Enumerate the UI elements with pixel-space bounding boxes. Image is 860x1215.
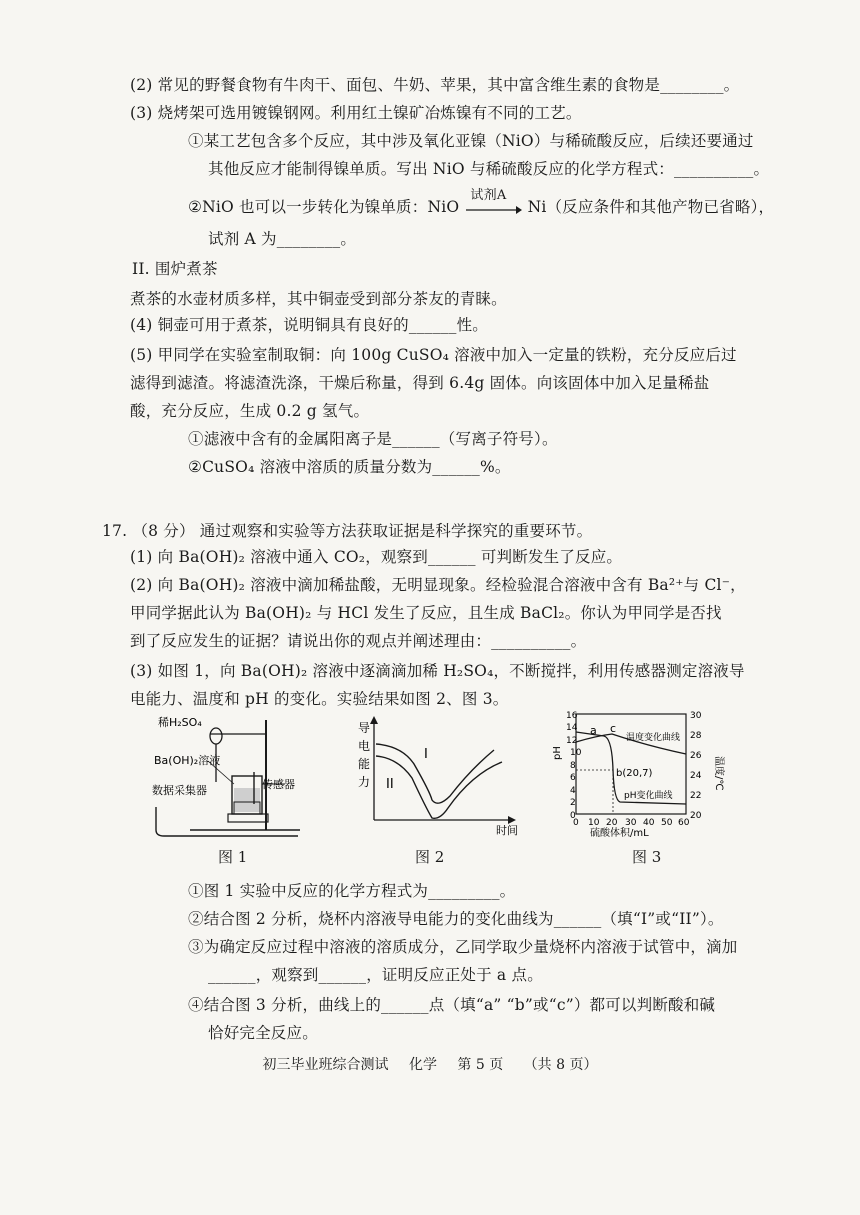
curve-i [376,744,494,803]
question-17-3-3: ③为确定反应过程中溶液的溶质成分，乙同学取少量烧杯内溶液于试管中，滴加 [188,938,738,956]
tick: 4 [570,786,576,796]
figure-1-apparatus [150,712,305,847]
tick: 24 [690,771,702,781]
tick: 50 [661,818,673,828]
footer-page: 第 5 页 [457,1057,504,1073]
left-axis-label: pH [552,746,563,760]
tick: 14 [566,723,578,733]
question-16-3-1: ①某工艺包含多个反应，其中涉及氧化亚镍（NiO）与稀硫酸反应，后续还要通过 [188,132,754,150]
label-acid: 稀H₂SO₄ [158,716,202,729]
tick: 30 [690,711,702,721]
tick: 2 [570,798,576,808]
equation-right: Ni（反应条件和其他产物已省略）， [527,198,775,216]
tick: 12 [566,736,578,746]
curve-ii-label: II [386,777,394,792]
equation-left: ②NiO 也可以一步转化为镍单质：NiO [188,198,460,216]
label-base: Ba(OH)₂溶液 [154,754,221,767]
question-17-3-cont: 电能力、温度和 pH 的变化。实验结果如图 2、图 3。 [130,690,509,708]
figure-2-caption: 图 2 [415,848,445,866]
question-16-5-cont2: 酸，充分反应，生成 0.2 g 氢气。 [130,402,370,420]
label-collector: 数据采集器 [152,784,207,797]
tick: 20 [690,811,702,821]
question-17-1: (1) 向 Ba(OH)₂ 溶液中通入 CO₂，观察到______ 可判断发生了反应。 [130,548,623,566]
question-17-3-1: ①图 1 实验中反应的化学方程式为_________。 [188,882,516,900]
question-17-2-cont1: 甲同学据此认为 Ba(OH)₂ 与 HCl 发生了反应，且生成 BaCl₂。你认为甲同学是否找 [130,604,722,622]
reaction-arrow [464,188,522,219]
temp-curve-label: 温度变化曲线 [626,733,681,743]
tick: 0 [573,818,579,828]
question-16-2: (2) 常见的野餐食物有牛肉干、面包、牛奶、苹果，其中富含维生素的食物是________。 [130,76,740,94]
question-17-3-3-cont: ______，观察到______，证明反应正处于 a 点。 [208,966,543,984]
tick: 10 [588,818,600,828]
section-heading-2: II. 围炉煮茶 [132,260,218,278]
right-axis-ticks [690,711,702,821]
figure-2-conductivity-chart [352,716,522,836]
question-16-5-cont1: 滤得到滤渣。将滤渣洗涤，干燥后称量，得到 6.4g 固体。向该固体中加入足量稀盐 [130,374,710,392]
y-label-1: 导 [358,721,371,735]
curve-ii [376,756,502,818]
question-16-5-1: ①滤液中含有的金属阳离子是______（写离子符号）。 [188,430,558,448]
question-16-5-2: ②CuSO₄ 溶液中溶质的质量分数为______%。 [188,458,511,476]
question-17-2-cont2: 到了反应发生的证据？请说出你的观点并阐述理由：__________。 [130,632,587,650]
tick: 20 [606,818,618,828]
y-label-3: 能 [358,757,371,771]
tick: 60 [678,818,690,828]
question-17-3-2: ②结合图 2 分析，烧杯内溶液导电能力的变化曲线为______（填“I”或“II”）。 [188,910,724,928]
question-16-3-2 [188,188,775,219]
tick: 26 [690,751,702,761]
x-axis-label: 硫酸体积/mL [590,828,649,839]
figure-1-caption: 图 1 [218,848,248,866]
question-17-3-4: ④结合图 3 分析，曲线上的______点（填“a” “b”或“c”）都可以判断酸和碱 [188,996,716,1014]
tick: 30 [625,818,637,828]
question-16-5: (5) 甲同学在实验室制取铜：向 100g CuSO₄ 溶液中加入一定量的铁粉，充分反应后过 [130,346,737,364]
arrow-icon [464,197,522,219]
question-16-3-1-cont: 其他反应才能制得镍单质。写出 NiO 与稀硫酸反应的化学方程式：__________。 [208,160,770,178]
question-17-stem: 17. （8 分） 通过观察和实验等方法获取证据是科学探究的重要环节。 [102,522,593,540]
figure-3-caption: 图 3 [632,848,662,866]
tick: 8 [570,761,576,771]
section-intro: 煮茶的水壶材质多样，其中铜壶受到部分茶友的青睐。 [130,290,507,308]
question-16-3: (3) 烧烤架可选用镀镍钢网。利用红土镍矿冶炼镍有不同的工艺。 [130,104,582,122]
question-17-3: (3) 如图 1，向 Ba(OH)₂ 溶液中逐滴滴加稀 H₂SO₄，不断搅拌，利用传感器测定溶液导 [130,662,745,680]
tick: 10 [570,748,582,758]
tick: 28 [690,731,702,741]
tick: 0 [570,811,576,821]
right-axis-label: 温度/℃ [713,756,724,791]
question-17-3-4-cont: 恰好完全反应。 [208,1024,318,1042]
left-axis-ticks [566,711,582,821]
footer-subject: 化学 [408,1057,437,1073]
reagent-label: 试剂A [470,188,507,203]
question-16-4: (4) 铜壶可用于煮茶，说明铜具有良好的______性。 [130,316,488,334]
x-axis-ticks [573,818,690,828]
point-a-label: a [590,724,597,737]
label-sensor: 传感器 [262,778,295,791]
y-label-2: 电 [358,739,371,753]
footer-total: （共 8 页） [523,1057,598,1073]
point-c-label: c [610,722,617,735]
y-label-4: 力 [358,775,371,789]
curve-i-label: I [424,747,428,762]
question-16-3-2-cont: 试剂 A 为________。 [208,230,357,248]
point-b-label: b(20,7) [616,768,653,779]
tick: 40 [643,818,655,828]
tick: 22 [690,791,702,801]
footer-exam: 初三毕业班综合测试 [262,1057,389,1073]
figure-3-ph-temperature-chart [548,708,724,839]
tick: 6 [570,773,576,783]
tick: 16 [566,711,578,721]
x-axis-label: 时间 [496,824,518,837]
ph-curve-label: pH变化曲线 [624,791,673,801]
question-17-2: (2) 向 Ba(OH)₂ 溶液中滴加稀盐酸，无明显现象。经检验混合溶液中含有 Ba²⁺与 Cl⁻， [130,576,746,594]
page-footer [0,1054,860,1074]
